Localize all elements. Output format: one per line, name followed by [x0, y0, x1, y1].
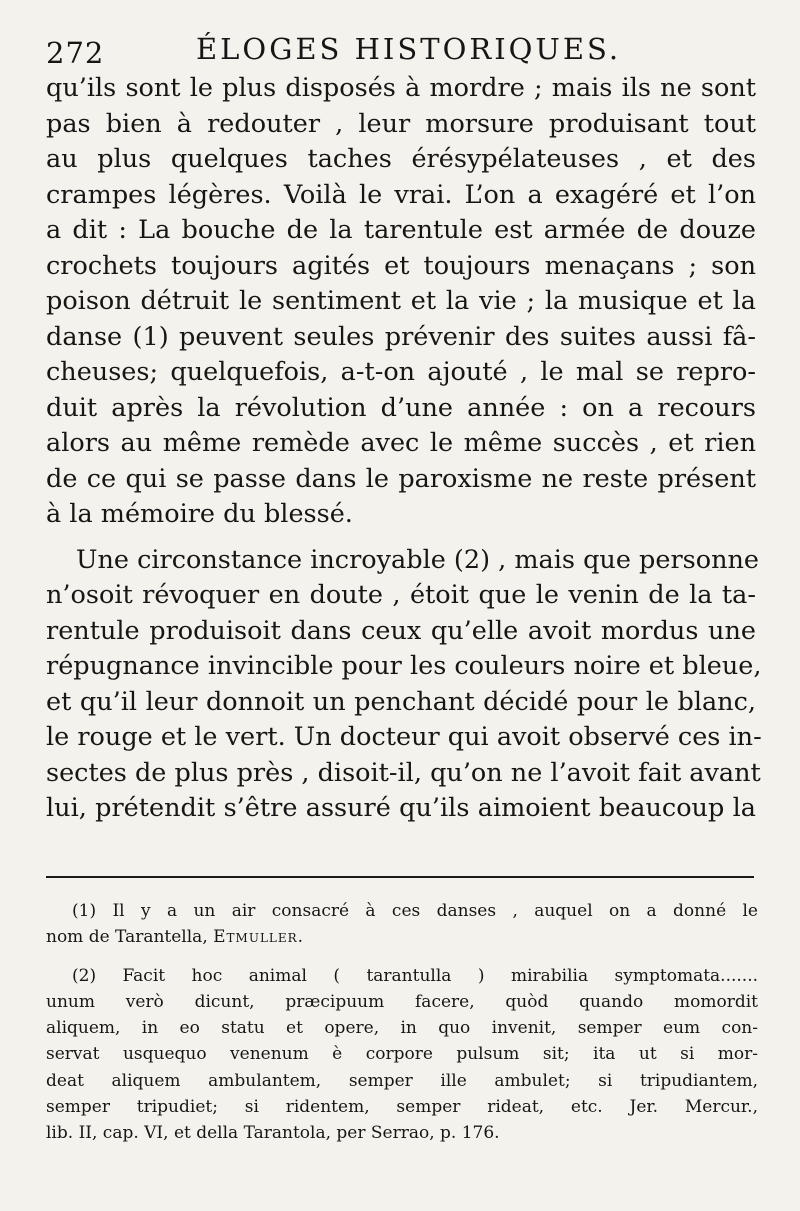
- footnote-line: (1) Il y a un air consacré à ces danses , auquel on a donné le: [72, 901, 758, 921]
- footnote-line: semper tripudiet; si ridentem, semper rideat, etc. Jer. Mercur.,: [46, 1097, 758, 1118]
- paragraph-1: [46, 71, 756, 533]
- footnote-line: deat aliquem ambulantem, semper ille ambulet; si tripudiantem,: [46, 1070, 758, 1091]
- footnote-divider: [46, 876, 754, 878]
- footnote-line: lib. II, cap. VI, et della Tarantola, per Serrao, p. 176.: [46, 1123, 500, 1144]
- footnote-line: aliquem, in eo statu et opere, in quo invenit, semper eum con-: [46, 1018, 758, 1039]
- footnote-line: servat usquequo venenum è corpore pulsum sit; ita ut si mor-: [46, 1044, 758, 1065]
- text-line: de ce qui se passe dans le paroxisme ne reste présent: [46, 463, 756, 494]
- footnotes: [46, 898, 758, 1147]
- text-line: le rouge et le vert. Un docteur qui avoit observé ces in-: [46, 722, 762, 752]
- text-line: répugnance invincible pour les couleurs noire et bleue,: [46, 651, 762, 681]
- page-header: [46, 30, 756, 74]
- text-line: au plus quelques taches érésypélateuses , et des: [46, 144, 756, 174]
- text-line: alors au même remède avec le même succès , et rien: [46, 428, 756, 458]
- text-line: poison détruit le sentiment et la vie ; la musique et la: [46, 286, 756, 316]
- footnote-text: nom de Tarantella,: [46, 927, 208, 948]
- paragraph-2: [46, 543, 762, 827]
- text-line: n’osoit révoquer en doute , étoit que le venin de la ta-: [46, 580, 756, 610]
- main-text: [46, 71, 762, 827]
- text-line: pas bien à redouter , leur morsure produisant tout: [46, 108, 756, 139]
- page-number: 272: [46, 36, 105, 70]
- text-line: crochets toujours agités et toujours menaçans ; son: [46, 250, 756, 281]
- text-line: cheuses; quelquefois, a-t-on ajouté , le mal se repro-: [46, 357, 756, 387]
- text-line: à la mémoire du blessé.: [46, 499, 353, 529]
- text-line: crampes légères. Voilà le vrai. L’on a exagéré et l’on: [46, 179, 756, 210]
- running-title: ÉLOGES HISTORIQUES.: [196, 32, 622, 66]
- footnote-2: [46, 963, 758, 1147]
- text-line: duit après la révolution d’une année : on a recours: [46, 392, 756, 423]
- text-line: rentule produisoit dans ceux qu’elle avoit mordus une: [46, 615, 756, 646]
- text-line: sectes de plus près , disoit-il, qu’on ne l’avoit fait avant: [46, 757, 761, 788]
- text-line: qu’ils sont le plus disposés à mordre ; mais ils ne sont: [46, 73, 756, 103]
- footnote-1: [46, 898, 758, 951]
- text-line: et qu’il leur donnoit un penchant décidé pour le blanc,: [46, 686, 756, 717]
- text-line: a dit : La bouche de la tarentule est armée de douze: [46, 215, 756, 245]
- text-line: lui, prétendit s’être assuré qu’ils aimoient beaucoup la: [46, 793, 756, 823]
- footnote-line: [46, 924, 758, 950]
- text-line: danse (1) peuvent seules prévenir des suites aussi fâ-: [46, 321, 756, 352]
- footnote-line: (2) Facit hoc animal ( tarantulla ) mirabilia symptomata.......: [72, 965, 758, 986]
- text-line: Une circonstance incroyable (2) , mais que personne: [76, 544, 760, 575]
- footnote-author: Etmuller.: [213, 927, 305, 948]
- footnote-line: unum verò dicunt, præcipuum facere, quòd quando momordit: [46, 991, 758, 1012]
